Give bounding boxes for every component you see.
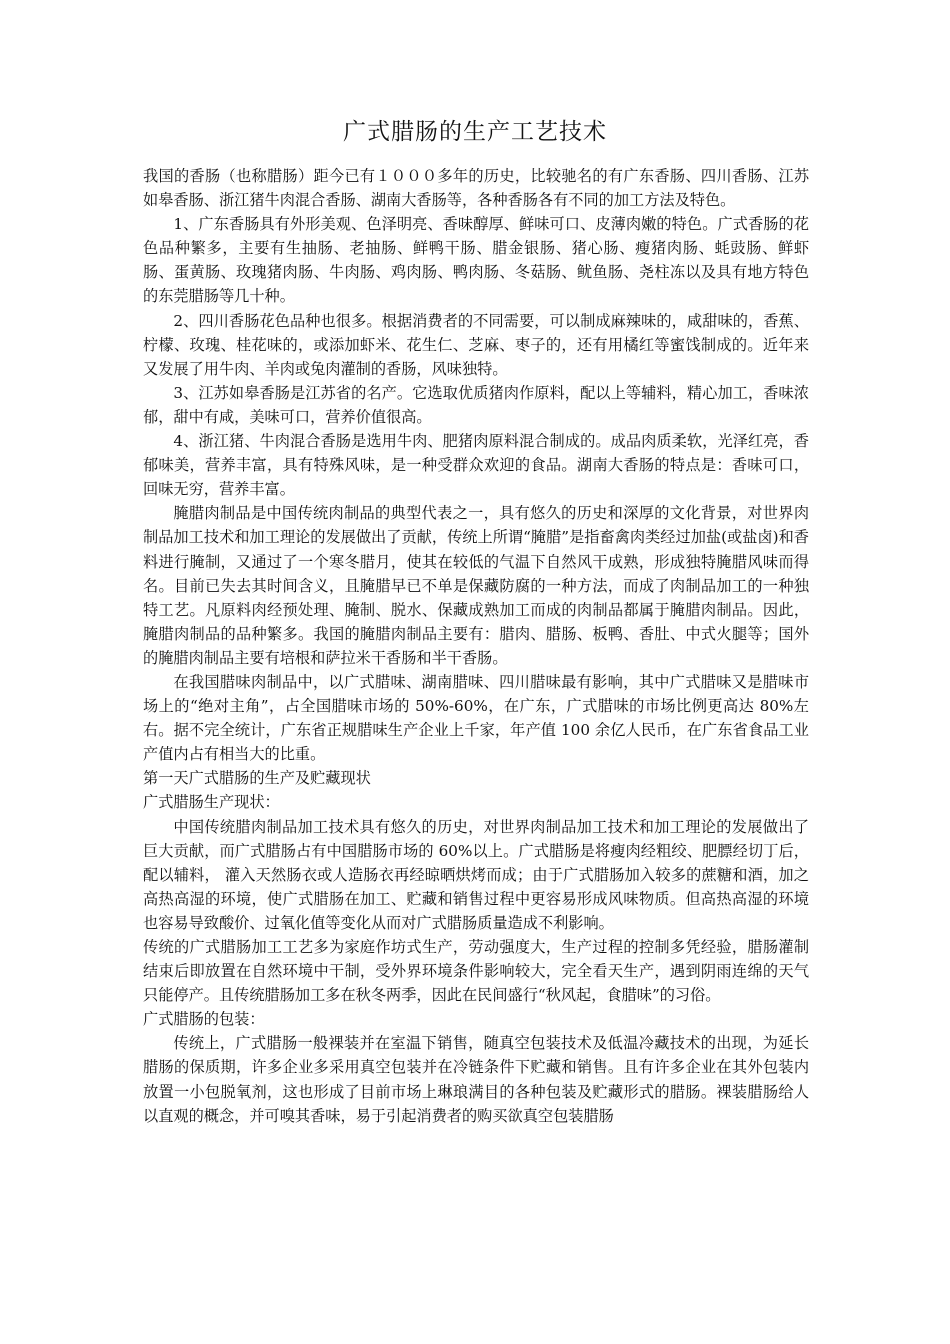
document-title: 广式腊肠的生产工艺技术 — [343, 119, 607, 145]
paragraph-zhejiang-sausage: 4、浙江猪、牛肉混合香肠是选用牛肉、肥猪肉原料混合制成的。成品肉质柔软，光泽红亮，香郁味美，营养丰富，具有特殊风味，是一种受群众欢迎的食品。湖南大香肠的特点是：香味可口，回味无穷，营养丰富。 — [143, 432, 809, 499]
paragraph-sichuan-sausage: 2、四川香肠花色品种也很多。根据消费者的不同需要，可以制成麻辣味的，咸甜味的，香蕉、柠檬、玫瑰、桂花味的，或添加虾米、花生仁、芝麻、枣子的，还有用橘红等蜜饯制成的。近年来又发展了用牛肉、羊肉或兔肉灌制的香肠，风味独特。 — [143, 311, 809, 378]
paragraph-production-status: 中国传统腊肉制品加工技术具有悠久的历史，对世界肉制品加工技术和加工理论的发展做出了巨大贡献，而广式腊肠占有中国腊肠市场的 60%以上。广式腊肠是将瘦肉经粗绞、肥膘经切丁后，配以辅料， 灌入天然肠衣或人造肠衣再经晾晒烘烤而成；由于广式腊肠加入较多的蔗糖和酒，加之高热高湿的环境，使广式腊肠在加工、贮藏和销售过程中更容易形成风味物质。但高热高湿的环境也容易导致酸价、过氧化值等变化从而对广式腊肠质量造成不利影响。 — [143, 817, 809, 932]
paragraph-cured-meat: 腌腊肉制品是中国传统肉制品的典型代表之一，具有悠久的历史和深厚的文化背景，对世界肉制品加工技术和加工理论的发展做出了贡献，传统上所谓“腌腊”是指畜禽肉类经过加盐(或盐卤)和香料进行腌制，又通过了一个寒冬腊月，使其在较低的气温下自然风干成熟，形成独特腌腊风味而得名。目前已失去其时间含义，且腌腊早已不单是保藏防腐的一种方法，而成了肉制品加工的一种独特工艺。凡原料肉经预处理、腌制、脱水、保藏成熟加工而成的肉制品都属于腌腊肉制品。因此，腌腊肉制品的品种繁多。我国的腌腊肉制品主要有：腊肉、腊肠、板鸭、香肚、中式火腿等；国外的腌腊肉制品主要有培根和萨拉米干香肠和半干香肠。 — [143, 504, 809, 667]
document-body — [143, 164, 809, 1128]
paragraph-traditional-process: 传统的广式腊肠加工工艺多为家庭作坊式生产，劳动强度大，生产过程的控制多凭经验，腊肠灌制结束后即放置在自然环境中干制，受外界环境条件影响较大，完全看天生产，遇到阴雨连绵的天气只能停产。且传统腊肠加工多在秋冬两季，因此在民间盛行“秋风起，食腊味”的习俗。 — [143, 938, 809, 1005]
section-heading-production-status: 广式腊肠生产现状： — [143, 793, 280, 812]
paragraph-intro: 我国的香肠（也称腊肠）距今已有１０００多年的历史，比较驰名的有广东香肠、四川香肠、江苏如皋香肠、浙江猪牛肉混合香肠、湖南大香肠等，各种香肠各有不同的加工方法及特色。 — [143, 167, 809, 210]
paragraph-rugao-sausage: 3、江苏如皋香肠是江苏省的名产。它选取优质猪肉作原料，配以上等辅料，精心加工，香味浓郁，甜中有咸，美味可口，营养价值很高。 — [143, 383, 809, 426]
paragraph-cantonese-market: 在我国腊味肉制品中，以广式腊味、湖南腊味、四川腊味最有影响，其中广式腊味又是腊味市场上的“绝对主角”，占全国腊味市场的 50%-60%，在广东，广式腊味的市场比例更高达 80%左右。据不完全统计，广东省正规腊味生产企业上千家，年产值 100 余亿人民币，在广东省食品工业产值内占有相当大的比重。 — [143, 672, 809, 764]
section-heading-production-storage: 第一天广式腊肠的生产及贮藏现状 — [143, 769, 371, 788]
section-heading-packaging: 广式腊肠的包装： — [143, 1010, 265, 1029]
paragraph-guangdong-sausage: 1、广东香肠具有外形美观、色泽明亮、香味醇厚、鲜味可口、皮薄肉嫩的特色。广式香肠的花色品种繁多，主要有生抽肠、老抽肠、鲜鸭干肠、腊金银肠、猪心肠、瘦猪肉肠、蚝豉肠、鲜虾肠、蛋黄肠、玫瑰猪肉肠、牛肉肠、鸡肉肠、鸭肉肠、冬菇肠、鱿鱼肠、尧柱冻以及具有地方特色的东莞腊肠等几十种。 — [143, 215, 809, 306]
paragraph-packaging: 传统上，广式腊肠一般裸装并在室温下销售，随真空包装技术及低温冷藏技术的出现，为延长腊肠的保质期，许多企业多采用真空包装并在冷链条件下贮藏和销售。且有许多企业在其外包装内放置一小包脱氧剂，这也形成了目前市场上琳琅满目的各种包装及贮藏形式的腊肠。裸装腊肠给人以直观的概念，并可嗅其香味，易于引起消费者的购买欲真空包装腊肠 — [143, 1034, 809, 1125]
